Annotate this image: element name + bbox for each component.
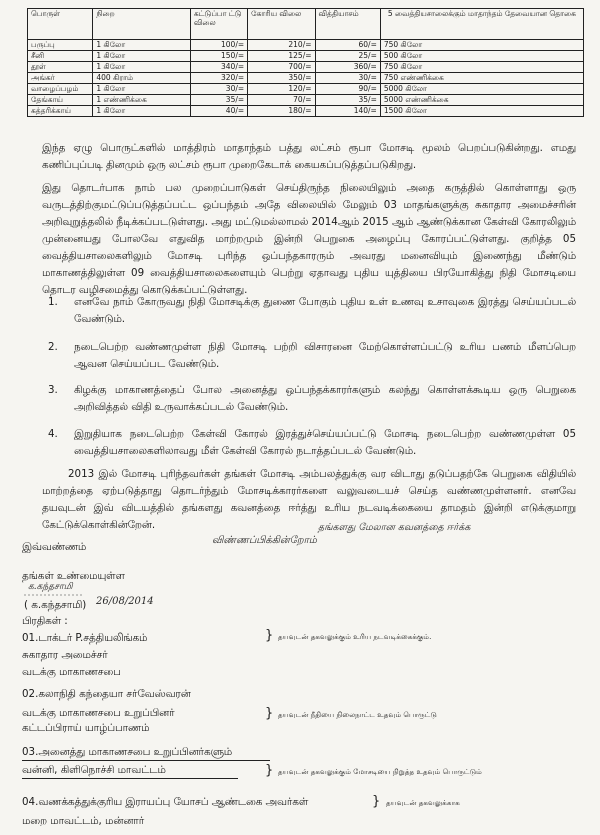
cell-monthly-amount: 500 கிலோ <box>380 51 583 62</box>
cell-monthly-amount: 5000 கிலோ <box>380 84 583 95</box>
cell-difference: 35/= <box>315 95 380 106</box>
cell-controlled-price: 100/= <box>190 40 247 51</box>
recipient-4-diocese: மறை மாவட்டம், மன்னார் <box>22 815 145 827</box>
copies-to-label: பிரதிகள் : <box>22 615 68 627</box>
cell-difference: 360/= <box>315 62 380 73</box>
cell-monthly-amount: 750 எண்ணிக்கை <box>380 73 583 84</box>
handwritten-note-line1: தங்களது மேலான கவனத்தை ஈர்க்க <box>318 522 471 533</box>
header-controlled-price: கட்டுப்பா ட்டு விலை <box>190 9 247 40</box>
list-item-demand-1 <box>48 294 576 328</box>
cell-controlled-price: 150/= <box>190 51 247 62</box>
cell-monthly-amount: 750 கிலோ <box>380 40 583 51</box>
brace: } <box>372 794 381 809</box>
paragraph-request: 2013 இல் மோசடி புரிந்தவர்கள் தங்கள் மோசடி அம்பலத்துக்கு வர விடாது தடுப்பதற்கே பெறுகை விதியில் மாற்றத்தை ஏற்படுத்தாது தொடர்ந்தும் மோசடிக்காரர்களை வலுவடையச் செய்த வண்ணமுள்ளனர். எனவே தயவுடன் இவ் விடயத்தில் தங்களது கவனத்தை ஈர்த்து உரிய நடவடிக்கையை தாமதம் இன்றி எடுக்குமாறு கேட்டுக்கொள்கின்றேன். <box>42 468 576 531</box>
cell-requested-price: 125/= <box>248 51 315 62</box>
list-text: இறுதியாக நடைபெற்ற கேள்வி கோரல் இரத்துச்செய்யப்பட்டு மோசடி நடைபெற்ற வண்ணமுள்ள 05 வைத்தியசாலைகளிலாவது மீள் கேள்வி கோரல் நடாத்தப்படல் வேண்டும். <box>74 428 576 457</box>
recipient-3-note: தயவுடன் தகவலுக்கும் மோசடியை நிறுத்த உதவும் பொருட்டும் <box>278 767 482 776</box>
header-item: பொருள் <box>28 9 93 40</box>
cell-controlled-price: 40/= <box>190 106 247 117</box>
list-item-demand-4 <box>48 426 576 460</box>
header-quantity: நிறை <box>93 9 191 40</box>
list-item-demand-2 <box>48 339 576 373</box>
cell-quantity: 1 எண்ணிக்கை <box>93 95 191 106</box>
cell-difference: 140/= <box>315 106 380 117</box>
cell-controlled-price: 340/= <box>190 62 247 73</box>
table-row <box>28 51 584 62</box>
cell-monthly-amount: 750 கிலோ <box>380 62 583 73</box>
header-requested-price: கோரிய விலை <box>248 9 315 40</box>
table-row <box>28 84 584 95</box>
cell-item: வாழைப்பழம் <box>28 84 93 95</box>
cell-difference: 25/= <box>315 51 380 62</box>
recipient-2-note: தயவுடன் நீதியை நிலைநாட்ட உதவும் பொருட்டு <box>278 710 437 719</box>
underline <box>22 760 270 761</box>
paragraph-complaint-background: இது தொடர்பாக நாம் பல முறைப்பாடுகள் செய்திருந்த நிலையிலும் அதை கருத்தில் கொள்ளாது ஒரு வருடத்திற்குமட்டுப்படுத்தப்பட்ட ஒப்பந்தம் அதே விலையில் மேலும் 03 மாதங்களுக்கு சுகாதார அமைச்சரின் அறிவுறுத்தலில் நீடிக்கப்படடுள்ளது. அது மட்டுமல்லாமல் 2014ஆம் 2015 ஆம் ஆண்டுக்கான கேள்வி கோரலிலும் முன்னையது போலவே எதுவித மாற்றமும் இன்றி பெறுகை அழைப்பு கோரப்பட்டுள்ளது. குறித்த 05 வைத்தியசாலைகளிலும் மோசடி புரிந்த ஒப்பந்தகாரரும் அவரது மனைவியும் இணைந்து மீண்டும் மாகாணத்திலுள்ள 09 வைத்தியசாலைகளையும் பெற்று ஏதாவது புதிய யுத்தியை பிரயோகித்து நிதி மோசடியை தொடர வழிசமைத்து கொடுக்கப்பட்டுள்ளது. <box>42 182 576 296</box>
cell-requested-price: 70/= <box>248 95 315 106</box>
list-number: 3. <box>48 384 58 396</box>
cell-requested-price: 350/= <box>248 73 315 84</box>
list-number: 2. <box>48 341 58 353</box>
table-header-row <box>28 9 584 40</box>
recipient-3-name: 03.அனைத்து மாகாணசபை உறுப்பினர்களும் <box>22 746 233 758</box>
sender-name: ( க.கந்தசாமி) <box>24 599 87 611</box>
recipient-4-note: தயவுடன் தகவலுக்காக <box>386 798 460 807</box>
cell-requested-price: 120/= <box>248 84 315 95</box>
recipient-3-district: வன்னி, கிளிநொச்சி மாவட்டம் <box>22 764 166 776</box>
price-comparison-table <box>27 8 584 117</box>
underline <box>22 778 238 779</box>
list-text: கிழக்கு மாகாணத்தைப் போல அனைத்து ஒப்பந்தக்காரர்களும் கலந்து கொள்ளக்கூடிய ஒரு பெறுகை அறிவித்தல் விதி உருவாக்கப்படல் வேண்டும். <box>74 384 576 413</box>
cell-quantity: 1 கிலோ <box>93 106 191 117</box>
cell-item: அங்கர் <box>28 73 93 84</box>
recipient-2-address: கட்டப்பிராய் யாழ்ப்பாணம் <box>22 722 150 734</box>
list-number: 4. <box>48 428 58 440</box>
recipient-2-title: வடக்கு மாகாணசபை உறுப்பினர் <box>22 707 175 719</box>
cell-quantity: 400 கிராம் <box>93 73 191 84</box>
header-monthly-amount: 5 வைத்தியசாலைக்கும் மாதாந்தம் தேவையான தொகை <box>380 9 583 40</box>
paragraph-fraud-amount: இந்த ஏழு பொருட்களில் மாத்திரம் மாதாந்தம் பத்து லட்சம் ரூபா மோசடி மூலம் பெறப்படுகின்றது. எமது கணிப்புப்படி தினமும் ஒரு லட்சம் ரூபா முறைகேடாக் கையகப்படுத்தப்படுகிறது. <box>42 142 576 171</box>
closing: இவ்வண்ணம் <box>22 541 87 553</box>
cell-requested-price: 180/= <box>248 106 315 117</box>
cell-controlled-price: 320/= <box>190 73 247 84</box>
cell-quantity: 1 கிலோ <box>93 84 191 95</box>
recipient-1-office: வடக்கு மாகாணசபை <box>22 666 121 678</box>
cell-quantity: 1 கிலோ <box>93 40 191 51</box>
cell-quantity: 1 கிலோ <box>93 62 191 73</box>
brace: } <box>265 706 274 721</box>
cell-quantity: 1 கிலோ <box>93 51 191 62</box>
list-item-demand-3 <box>48 382 576 416</box>
recipient-1-title: சுகாதார அமைச்சர் <box>22 649 108 661</box>
list-number: 1. <box>48 296 58 308</box>
brace: } <box>265 628 274 643</box>
cell-controlled-price: 30/= <box>190 84 247 95</box>
signature: க.கந்தசாமி <box>28 582 73 592</box>
table-row <box>28 73 584 84</box>
table-row <box>28 40 584 51</box>
yours-faithfully: தங்கள் உண்மையுள்ள <box>22 570 125 582</box>
recipient-2-name: 02.கலாநிதி கந்தையா சர்வேஸ்வரன் <box>22 688 191 700</box>
cell-monthly-amount: 5000 எண்ணிக்கை <box>380 95 583 106</box>
header-difference: வித்தியாசம் <box>315 9 380 40</box>
cell-item: கத்தரிக்காய் <box>28 106 93 117</box>
list-text: நடைபெற்ற வண்ணமுள்ள நிதி மோசடி பற்றி விசாரனை மேற்கொள்ளப்பட்டு உரிய பணம் மீளப்பெற ஆவன செய்யப்பட வேண்டும். <box>74 341 576 370</box>
cell-monthly-amount: 1500 கிலோ <box>380 106 583 117</box>
cell-difference: 60/= <box>315 40 380 51</box>
cell-difference: 90/= <box>315 84 380 95</box>
cell-item: தூள் <box>28 62 93 73</box>
date-handwritten: 26/08/2014 <box>96 596 154 607</box>
brace: } <box>265 763 274 778</box>
recipient-1-name: 01.டாக்டர் P.சத்தியலிங்கம் <box>22 632 148 644</box>
cell-item: தேங்காய் <box>28 95 93 106</box>
table-row <box>28 106 584 117</box>
table-row <box>28 95 584 106</box>
cell-item: சீனி <box>28 51 93 62</box>
cell-item: பருப்பு <box>28 40 93 51</box>
recipient-1-note: தயவுடன் தகவலுக்கும் உரிய நடவடிக்கைக்கும். <box>278 632 432 641</box>
cell-requested-price: 700/= <box>248 62 315 73</box>
handwritten-note-line2: விண்ணப்பிக்கின்றோம் <box>212 535 317 546</box>
cell-requested-price: 210/= <box>248 40 315 51</box>
cell-difference: 30/= <box>315 73 380 84</box>
list-text: எனவே நாம் கோருவது நிதி மோசடிக்கு துணை போகும் புதிய உள் உணவு உசாவுகை இரத்து செய்யப்படல் வேண்டும். <box>74 296 576 325</box>
table-row <box>28 62 584 73</box>
recipient-4-name: 04.வணக்கத்துக்குரிய இராயப்பு யோசப் ஆண்டகை அவர்கள் <box>22 796 309 808</box>
cell-controlled-price: 35/= <box>190 95 247 106</box>
